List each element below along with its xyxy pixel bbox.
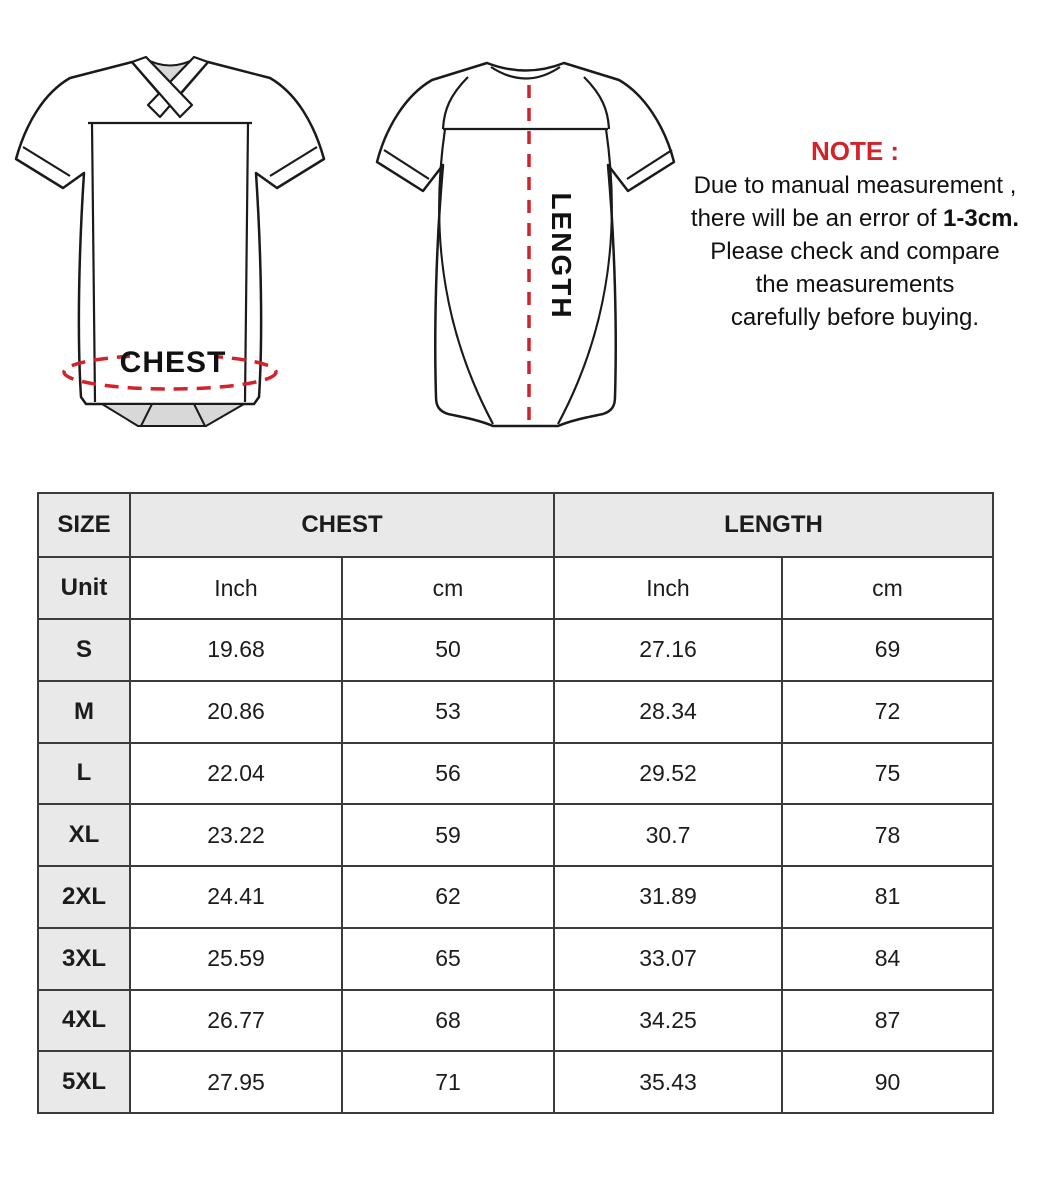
size-label: XL — [38, 804, 130, 866]
length-inch-value: 27.16 — [554, 619, 782, 681]
note-line: Please check and compare — [710, 238, 1000, 265]
chest-cm-value: 62 — [342, 866, 554, 928]
length-inch-value: 35.43 — [554, 1051, 782, 1113]
size-label: M — [38, 681, 130, 743]
unit-row-label: Unit — [38, 557, 130, 619]
chest-inch-value: 27.95 — [130, 1051, 342, 1113]
size-label: 5XL — [38, 1051, 130, 1113]
col-header-chest: CHEST — [130, 493, 554, 557]
length-inch-value: 29.52 — [554, 743, 782, 805]
table-row — [38, 866, 993, 928]
col-header-length: LENGTH — [554, 493, 993, 557]
length-cm-value: 90 — [782, 1051, 993, 1113]
unit-chest-inch: Inch — [130, 557, 342, 619]
table-row — [38, 619, 993, 681]
length-cm-value: 78 — [782, 804, 993, 866]
chest-inch-value: 24.41 — [130, 866, 342, 928]
chest-inch-value: 19.68 — [130, 619, 342, 681]
chest-inch-value: 22.04 — [130, 743, 342, 805]
note-block — [690, 136, 1020, 334]
table-row — [38, 1051, 993, 1113]
chest-cm-value: 71 — [342, 1051, 554, 1113]
table-row — [38, 990, 993, 1052]
table-row — [38, 743, 993, 805]
length-inch-value: 31.89 — [554, 866, 782, 928]
length-cm-value: 87 — [782, 990, 993, 1052]
chest-label: CHEST — [119, 346, 227, 379]
col-header-size: SIZE — [38, 493, 130, 557]
length-cm-value: 72 — [782, 681, 993, 743]
size-table — [37, 492, 994, 1114]
chest-cm-value: 65 — [342, 928, 554, 990]
table-row — [38, 928, 993, 990]
length-cm-value: 81 — [782, 866, 993, 928]
unit-chest-cm: cm — [342, 557, 554, 619]
note-line: carefully before buying. — [730, 304, 980, 331]
size-label: S — [38, 619, 130, 681]
size-label: 4XL — [38, 990, 130, 1052]
chest-inch-value: 20.86 — [130, 681, 342, 743]
length-inch-value: 30.7 — [554, 804, 782, 866]
size-label: L — [38, 743, 130, 805]
note-line: there will be an error of 1-3cm. — [690, 205, 1020, 232]
chest-inch-value: 23.22 — [130, 804, 342, 866]
unit-length-inch: Inch — [554, 557, 782, 619]
table-row — [38, 804, 993, 866]
front-hem-underlay — [102, 404, 244, 426]
chest-cm-value: 56 — [342, 743, 554, 805]
chest-cm-value: 68 — [342, 990, 554, 1052]
length-inch-value: 28.34 — [554, 681, 782, 743]
length-inch-value: 33.07 — [554, 928, 782, 990]
length-cm-value: 75 — [782, 743, 993, 805]
chest-cm-value: 50 — [342, 619, 554, 681]
front-jersey-figure — [0, 45, 340, 445]
chest-inch-value: 25.59 — [130, 928, 342, 990]
table-header-row — [38, 493, 993, 557]
note-line: Due to manual measurement , — [693, 172, 1017, 199]
length-cm-value: 84 — [782, 928, 993, 990]
back-jersey-figure — [368, 45, 688, 445]
note-title: NOTE : — [810, 136, 900, 166]
chest-inch-value: 26.77 — [130, 990, 342, 1052]
chest-cm-value: 59 — [342, 804, 554, 866]
chest-cm-value: 53 — [342, 681, 554, 743]
size-label: 2XL — [38, 866, 130, 928]
back-jersey-outline — [377, 63, 674, 426]
length-cm-value: 69 — [782, 619, 993, 681]
note-line: the measurements — [755, 271, 955, 298]
length-label: LENGTH — [546, 192, 577, 320]
table-row — [38, 681, 993, 743]
table-unit-row — [38, 557, 993, 619]
unit-length-cm: cm — [782, 557, 993, 619]
size-label: 3XL — [38, 928, 130, 990]
length-inch-value: 34.25 — [554, 990, 782, 1052]
